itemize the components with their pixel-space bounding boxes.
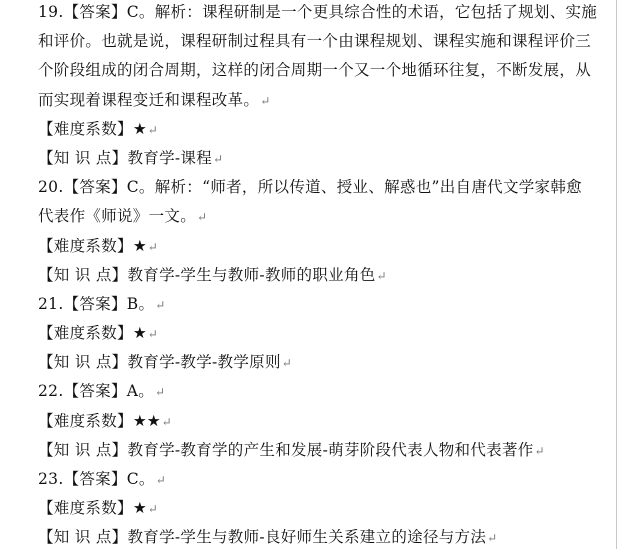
answer-line — [38, 465, 613, 494]
answer-line — [38, 27, 613, 56]
paragraph-mark-icon: ↵ — [487, 531, 498, 546]
document-body — [38, 0, 613, 553]
knowledge-label: 【知 识 点】 — [38, 265, 128, 284]
difficulty-stars: ★ — [132, 499, 147, 518]
knowledge-line — [38, 348, 613, 377]
paragraph-mark-icon: ↵ — [213, 151, 224, 166]
answer-line — [38, 0, 613, 27]
knowledge-value: 教育学-教学-教学原则 — [127, 353, 281, 372]
answer-line — [38, 202, 613, 231]
knowledge-label: 【知 识 点】 — [38, 528, 128, 547]
paragraph-mark-icon: ↵ — [534, 443, 545, 458]
answer-line — [38, 86, 613, 115]
paragraph-mark-icon: ↵ — [161, 414, 172, 429]
difficulty-label: 【难度系数】 — [38, 499, 133, 518]
paragraph-mark-icon: ↵ — [260, 93, 271, 108]
knowledge-line — [38, 261, 613, 290]
knowledge-line — [38, 523, 613, 552]
difficulty-stars: ★★ — [132, 411, 161, 430]
answer-text: 22.【答案】A。 — [38, 382, 155, 401]
knowledge-label: 【知 识 点】 — [38, 148, 128, 167]
paragraph-mark-icon: ↵ — [155, 297, 166, 312]
difficulty-stars: ★ — [132, 236, 147, 255]
knowledge-line — [38, 436, 613, 465]
difficulty-line — [38, 232, 613, 261]
knowledge-value: 教育学-学生与教师-教师的职业角色 — [127, 265, 376, 284]
paragraph-mark-icon: ↵ — [147, 239, 159, 254]
paragraph-mark-icon: ↵ — [376, 268, 387, 283]
answer-text: 19.【答案】C。解析：课程研制是一个更具综合性的术语，它包括了规划、实施 — [38, 3, 598, 21]
answer-line — [38, 290, 613, 319]
answer-line — [38, 173, 613, 202]
knowledge-value: 教育学-教育学的产生和发展-萌芽阶段代表人物和代表著作 — [127, 440, 534, 459]
paragraph-mark-icon: ↵ — [147, 502, 159, 517]
difficulty-stars: ★ — [132, 119, 147, 138]
difficulty-label: 【难度系数】 — [38, 324, 133, 343]
difficulty-label: 【难度系数】 — [38, 119, 133, 138]
difficulty-line — [38, 319, 613, 348]
knowledge-line — [38, 144, 613, 173]
difficulty-line — [38, 407, 613, 436]
knowledge-value: 教育学-课程 — [127, 148, 213, 167]
answer-text: 个阶段组成的闭合周期，这样的闭合周期一个又一个地循环往复，不断发展，从 — [38, 61, 592, 80]
answer-text: 23.【答案】C。 — [38, 470, 155, 488]
knowledge-label: 【知 识 点】 — [38, 440, 128, 459]
answer-text: 而实现着课程变迁和课程改革。 — [38, 90, 260, 109]
difficulty-stars: ★ — [132, 324, 147, 343]
difficulty-line — [38, 494, 613, 523]
paragraph-mark-icon: ↵ — [155, 473, 167, 487]
paragraph-mark-icon: ↵ — [147, 122, 159, 137]
knowledge-label: 【知 识 点】 — [38, 353, 128, 372]
difficulty-label: 【难度系数】 — [38, 236, 133, 255]
answer-text: 21.【答案】B。 — [38, 294, 155, 313]
answer-line — [38, 377, 613, 406]
paragraph-mark-icon: ↵ — [155, 385, 166, 400]
answer-text: 20.【答案】C。解析：“师者，所以传道、授业、解惑也”出自唐代文学家韩愈 — [38, 178, 582, 197]
difficulty-line — [38, 115, 613, 144]
paragraph-mark-icon: ↵ — [147, 327, 159, 342]
answer-text: 代表作《师说》一文。 — [38, 207, 197, 226]
answer-text: 和评价。也就是说，课程研制过程具有一个由课程规划、课程实施和课程评价三 — [38, 32, 592, 51]
difficulty-label: 【难度系数】 — [38, 411, 133, 430]
paragraph-mark-icon: ↵ — [197, 210, 208, 225]
answer-line — [38, 56, 613, 85]
paragraph-mark-icon: ↵ — [281, 356, 293, 371]
knowledge-value: 教育学-学生与教师-良好师生关系建立的途径与方法 — [127, 528, 487, 547]
